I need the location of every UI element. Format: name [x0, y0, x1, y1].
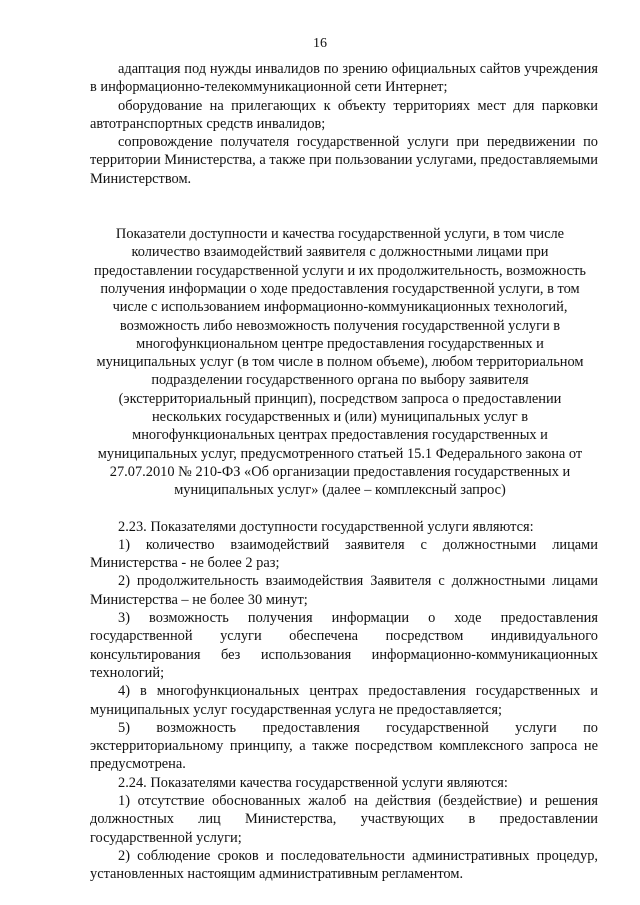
section-heading: Показатели доступности и качества государственной услуги, в том числе количество взаимодействий заявителя с должностными лицами при предоставлении государственной услуги и их продолжительность, возможность получения информации о ходе предоставления государственной услуги, в том числе с использованием информационно-коммуникационных технологий, возможность либо невозможность получения государственной услуги в многофункциональном центре предоставления государственных и муниципальных услуг (в том числе в полном объеме), любом территориальном подразделении государственного органа по выбору заявителя (экстерриториальный принцип), посредством запроса о предоставлении нескольких государственных и (или) муниципальных услуг в многофункциональных центрах предоставления государственных и муниципальных услуг, предусмотренного статьей 15.1 Федерального закона от 27.07.2010 № 210-ФЗ «Об организации предоставления государственных и муниципальных услуг» (далее – комплексный запрос): [94, 226, 586, 499]
section-2-24-title: 2.24. Показателями качества государственной услуги являются:: [118, 774, 508, 791]
page-number: 16: [313, 36, 327, 51]
intro-paragraph: сопровождение получателя государственной услуги при передвижении по территории Министерства, а также при пользовании услугами, предоставляемыми Министерством.: [90, 134, 598, 187]
section-2-23-title: 2.23. Показателями доступности государственной услуги являются:: [118, 518, 534, 535]
spacer: [90, 500, 598, 518]
list-item: 3) возможность получения информации о ходе предоставления государственной услуги обеспечена посредством индивидуального консультирования без использования информационно-коммуникационных технологий;: [90, 610, 598, 681]
list-item: 2) соблюдение сроков и последовательности административных процедур, установленных настоящим административным регламентом.: [90, 847, 598, 883]
page-content: [90, 60, 598, 883]
list-item: 1) отсутствие обоснованных жалоб на действия (бездействие) и решения должностных лиц Министерства, участвующих в предоставлении государственной услуги;: [90, 792, 598, 846]
list-item: 4) в многофункциональных центрах предоставления государственных и муниципальных услуг государственная услуга не предоставляется;: [90, 683, 598, 718]
list-item: 2) продолжительность взаимодействия Заявителя с должностными лицами Министерства – не более 30 минут;: [90, 573, 598, 608]
spacer: [90, 188, 598, 207]
list-item: 5) возможность предоставления государственной услуги по экстерриториальному принципу, а также посредством комплексного запроса не предусмотрена.: [90, 719, 598, 773]
spacer: [90, 207, 598, 225]
list-item: 1) количество взаимодействий заявителя с должностными лицами Министерства - не более 2 раз;: [90, 536, 598, 572]
intro-paragraph: адаптация под нужды инвалидов по зрению официальных сайтов учреждения в информационно-телекоммуникационной сети Интернет;: [90, 61, 598, 96]
intro-paragraph: оборудование на прилегающих к объекту территориях мест для парковки автотранспортных средств инвалидов;: [90, 97, 598, 132]
